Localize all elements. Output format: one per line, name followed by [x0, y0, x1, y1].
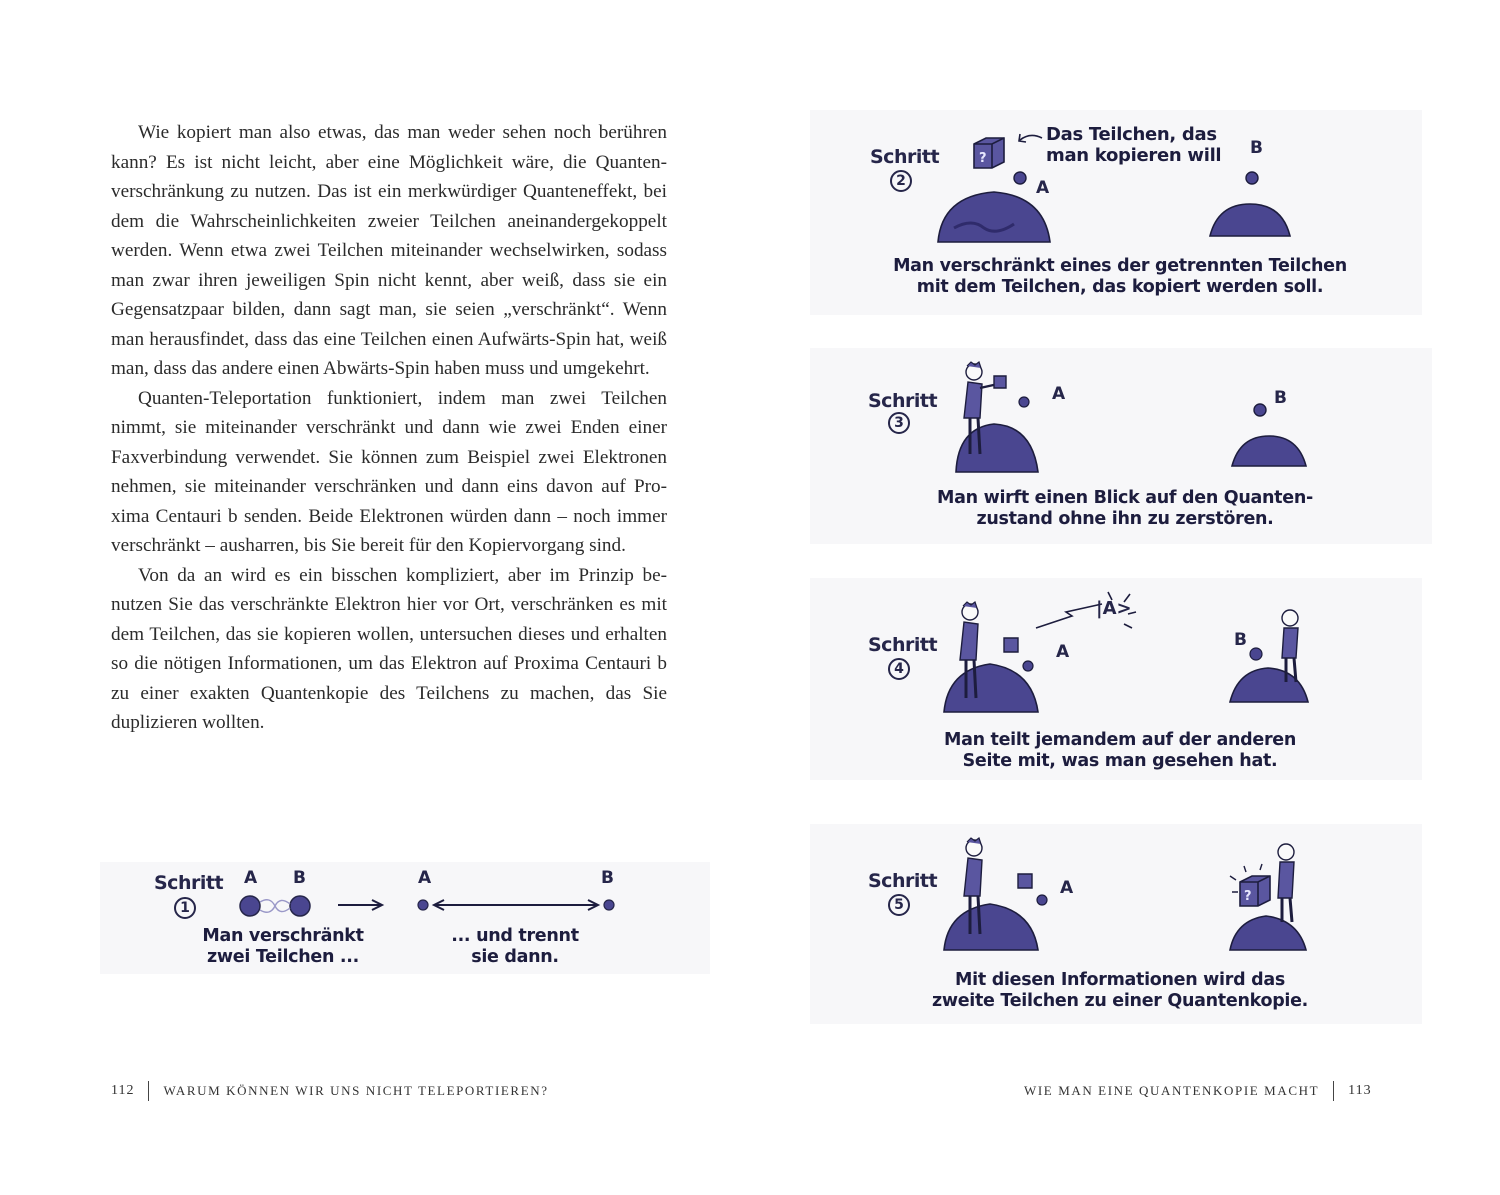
step-4-shout: |A>	[1096, 598, 1132, 619]
step-1-number: 1	[174, 897, 196, 919]
step-3-letter-a: A	[1052, 384, 1066, 404]
step-3-letter-b: B	[1274, 388, 1287, 408]
step-1-caption-2: ... und trennt sie dann.	[451, 926, 579, 967]
step-2-letter-b: B	[1250, 138, 1263, 158]
step-2-panel	[810, 110, 1422, 315]
step-1-label: Schritt	[154, 872, 224, 894]
particle-a-icon	[1010, 168, 1030, 188]
step-4-letter-b: B	[1234, 630, 1247, 650]
step-2-letter-a: A	[1036, 178, 1050, 198]
step-2-label: Schritt	[870, 146, 940, 168]
step-4-panel	[810, 578, 1422, 780]
paragraph-2: Quanten-Teleportation funktioniert, indem man zwei Teilchen nimmt, sie miteinander verschränkt und dann wie zwei Enden einer Faxverbindung verwendet. Sie können zum Beispiel zwei Elektronen nehmen, sie miteinander verschränken und dann eins davon auf Proxima Centauri b senden. Beide Elektronen würden dann – noch immer verschränkt – ausharren, bis Sie bereit für den Kopiervorgang sind.	[111, 387, 667, 556]
callout-arrow-icon	[1016, 130, 1046, 146]
page-number-left: 112	[111, 1083, 135, 1098]
step-4-caption: Man teilt jemandem auf der anderen Seite mit, was man gesehen hat.	[943, 730, 1297, 771]
svg-text:?: ?	[1244, 889, 1252, 904]
step-3-panel	[810, 348, 1432, 544]
step-5-letter-a: A	[1060, 878, 1074, 898]
step-1-letter-a: A	[244, 868, 258, 888]
step-4-label: Schritt	[868, 634, 938, 656]
paragraph-3: Von da an wird es ein bisschen kompliziert, aber im Prinzip benutzen Sie das verschränkte Elektron hier vor Ort, verschränken es mit dem Teilchen, das sie kopieren wollen, untersuchen dieses und erhalten so die nötigen Informationen, um das Elektron auf Proxima Centauri b zu einer exakten Quantenkopie des Teilchens zu machen, das Sie duplizieren wollten.	[111, 564, 667, 733]
step-2-caption: Man verschränkt eines der getrennten Teilchen mit dem Teilchen, das kopiert werden soll.	[893, 256, 1347, 297]
step-1-illustration	[100, 862, 710, 974]
step-3-caption: Man wirft einen Blick auf den Quanten- zustand ohne ihn zu zerstören.	[937, 488, 1313, 529]
running-head-left: WARUM KÖNNEN WIR UNS NICHT TELEPORTIEREN?	[163, 1083, 549, 1098]
entangled-particles-icon	[236, 892, 316, 922]
step-4-letter-a: A	[1056, 642, 1070, 662]
svg-text:?: ?	[979, 151, 987, 166]
person-receiving-icon	[1228, 608, 1318, 704]
planet-right-icon	[1230, 434, 1308, 468]
running-head-right: WIE MAN EINE QUANTENKOPIE MACHT	[1024, 1083, 1320, 1098]
step-4-number: 4	[888, 658, 910, 680]
footer-divider	[148, 1081, 149, 1101]
step-5-number: 5	[888, 894, 910, 916]
step-1-caption: Man verschränkt zwei Teilchen ...	[202, 926, 364, 967]
step-2-number: 2	[890, 170, 912, 192]
paragraph-1: Wie kopiert man also etwas, das man weder sehen noch berühren kann? Es ist nicht leicht, aber eine Möglichkeit wäre, die Quantenverschränkung zu nutzen. Das ist ein merkwürdiger Quanteneffekt, bei dem die Wahrscheinlichkeiten zweier Teilchen aneinandergekoppelt werden. Wenn etwa zwei Teilchen miteinander wechselwirken, sodass man zwar ihren jeweiligen Spin nicht kennt, aber weiß, dass sie ein Gegensatzpaar bilden, dann sagt man, sie seien „verschränkt“. Wenn man herausfindet, dass das eine Teilchen einen Aufwärts-Spin hat, weiß man, dass das andere einen Abwärts-Spin haben muss und umgekehrt.	[111, 122, 667, 379]
body-text	[111, 118, 667, 738]
step-5-caption: Mit diesen Informationen wird das zweite Teilchen zu einer Quantenkopie.	[931, 970, 1309, 1011]
step-3-number: 3	[888, 412, 910, 434]
person-holding-cube-icon	[940, 362, 1050, 472]
arrow-right-icon	[336, 898, 386, 912]
step-5-label: Schritt	[868, 870, 938, 892]
step-3-label: Schritt	[868, 390, 938, 412]
step-2-callout: Das Teilchen, das man kopieren will	[1046, 124, 1222, 166]
person-standing-icon	[940, 838, 1050, 950]
cube-icon	[970, 134, 1010, 174]
planet-right-icon	[1208, 202, 1292, 238]
separation-arrow-icon	[416, 895, 616, 915]
right-footer	[1024, 1081, 1372, 1101]
page-number-right: 113	[1348, 1083, 1372, 1098]
right-page	[750, 0, 1500, 1195]
step-5-panel	[810, 824, 1422, 1024]
particle-b-icon	[1242, 168, 1262, 188]
particle-b-icon	[1250, 400, 1270, 420]
step-1-letter-b-separated: B	[601, 868, 614, 888]
step-1-letter-a-separated: A	[418, 868, 432, 888]
person-with-copy-icon	[1222, 842, 1322, 952]
step-1-letter-b: B	[293, 868, 306, 888]
planet-left-icon	[934, 188, 1054, 244]
left-footer	[111, 1081, 549, 1101]
footer-divider	[1333, 1081, 1334, 1101]
